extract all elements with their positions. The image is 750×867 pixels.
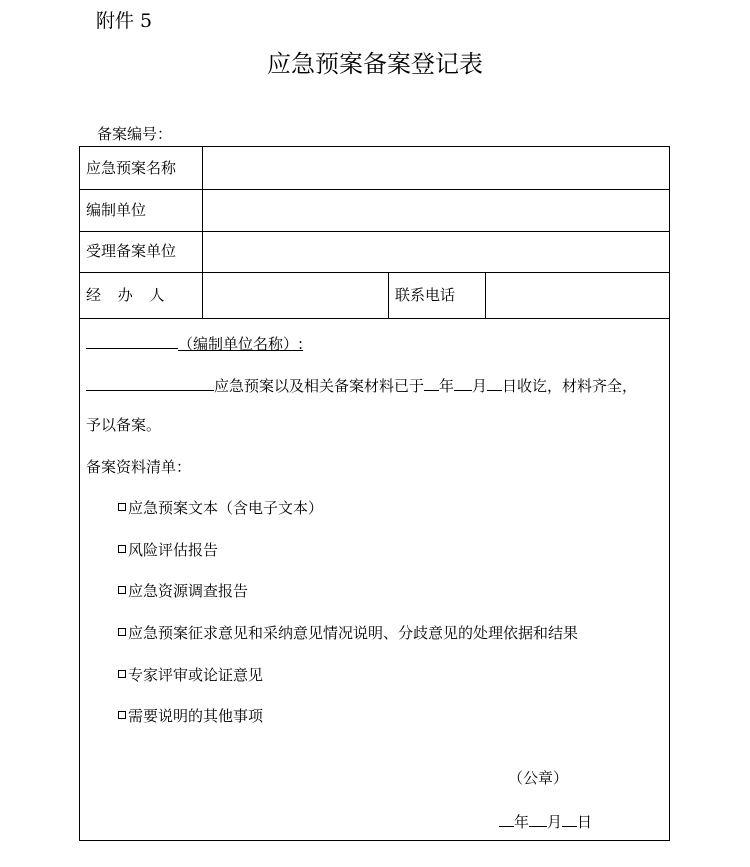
official-seal-label: （公章） bbox=[508, 769, 569, 787]
plan-name-field[interactable] bbox=[203, 147, 669, 189]
list-item bbox=[118, 540, 218, 560]
received-statement-text: 应急预案以及相关备案材料已于 bbox=[214, 377, 425, 395]
approval-line: 予以备案。 bbox=[86, 416, 162, 434]
compiler-label: 编制单位 bbox=[86, 201, 147, 219]
list-item-label: 需要说明的其他事项 bbox=[128, 707, 264, 725]
checkbox-icon[interactable] bbox=[118, 670, 126, 678]
company-name-blank[interactable] bbox=[86, 332, 178, 349]
registration-form-table bbox=[79, 146, 670, 841]
checkbox-icon[interactable] bbox=[118, 545, 126, 553]
phone-field[interactable] bbox=[486, 273, 669, 318]
receiver-label: 受理备案单位 bbox=[86, 242, 177, 260]
list-item-label: 专家评审或论证意见 bbox=[128, 666, 264, 684]
checkbox-icon[interactable] bbox=[118, 586, 126, 594]
plan-name-blank[interactable] bbox=[86, 374, 214, 391]
date-month-blank[interactable] bbox=[529, 810, 547, 827]
date-year-label: 年 bbox=[514, 813, 530, 831]
column-divider bbox=[388, 272, 389, 318]
checkbox-icon[interactable] bbox=[118, 711, 126, 719]
attachment-label: 附件 5 bbox=[96, 10, 153, 32]
date-year-blank[interactable] bbox=[499, 810, 514, 827]
year-blank[interactable] bbox=[424, 374, 439, 391]
list-item-label: 应急资源调查报告 bbox=[128, 582, 249, 600]
month-blank[interactable] bbox=[454, 374, 472, 391]
month-label: 月 bbox=[472, 377, 488, 395]
addressee-line bbox=[86, 332, 303, 354]
compiler-field[interactable] bbox=[203, 190, 669, 231]
record-number-label: 备案编号： bbox=[97, 125, 173, 143]
phone-label: 联系电话 bbox=[395, 286, 456, 304]
date-day-blank[interactable] bbox=[562, 810, 577, 827]
row-divider bbox=[80, 318, 669, 319]
receiver-field[interactable] bbox=[203, 232, 669, 272]
handler-field[interactable] bbox=[203, 273, 388, 318]
date-day-label: 日 bbox=[577, 813, 593, 831]
date-month-label: 月 bbox=[547, 813, 563, 831]
list-item-label: 应急预案文本（含电子文本） bbox=[128, 499, 324, 517]
signature-date-line bbox=[499, 810, 592, 832]
list-item bbox=[118, 706, 263, 726]
checkbox-icon[interactable] bbox=[118, 628, 126, 636]
checkbox-icon[interactable] bbox=[118, 503, 126, 511]
page-title: 应急预案备案登记表 bbox=[267, 50, 483, 78]
received-complete-text: 日收讫，材料齐全， bbox=[502, 377, 638, 395]
list-item-label: 应急预案征求意见和采纳意见情况说明、分歧意见的处理依据和结果 bbox=[128, 624, 579, 642]
received-statement-line bbox=[86, 374, 637, 396]
handler-label: 经 办 人 bbox=[86, 286, 171, 304]
addressee-text: （编制单位名称）: bbox=[178, 335, 304, 353]
materials-list-title: 备案资料清单： bbox=[86, 458, 192, 476]
day-blank[interactable] bbox=[487, 374, 502, 391]
list-item-label: 风险评估报告 bbox=[128, 541, 219, 559]
list-item bbox=[118, 665, 263, 685]
list-item bbox=[118, 498, 323, 518]
year-label: 年 bbox=[439, 377, 455, 395]
plan-name-label: 应急预案名称 bbox=[86, 159, 177, 177]
list-item bbox=[118, 581, 248, 601]
list-item bbox=[118, 623, 578, 643]
